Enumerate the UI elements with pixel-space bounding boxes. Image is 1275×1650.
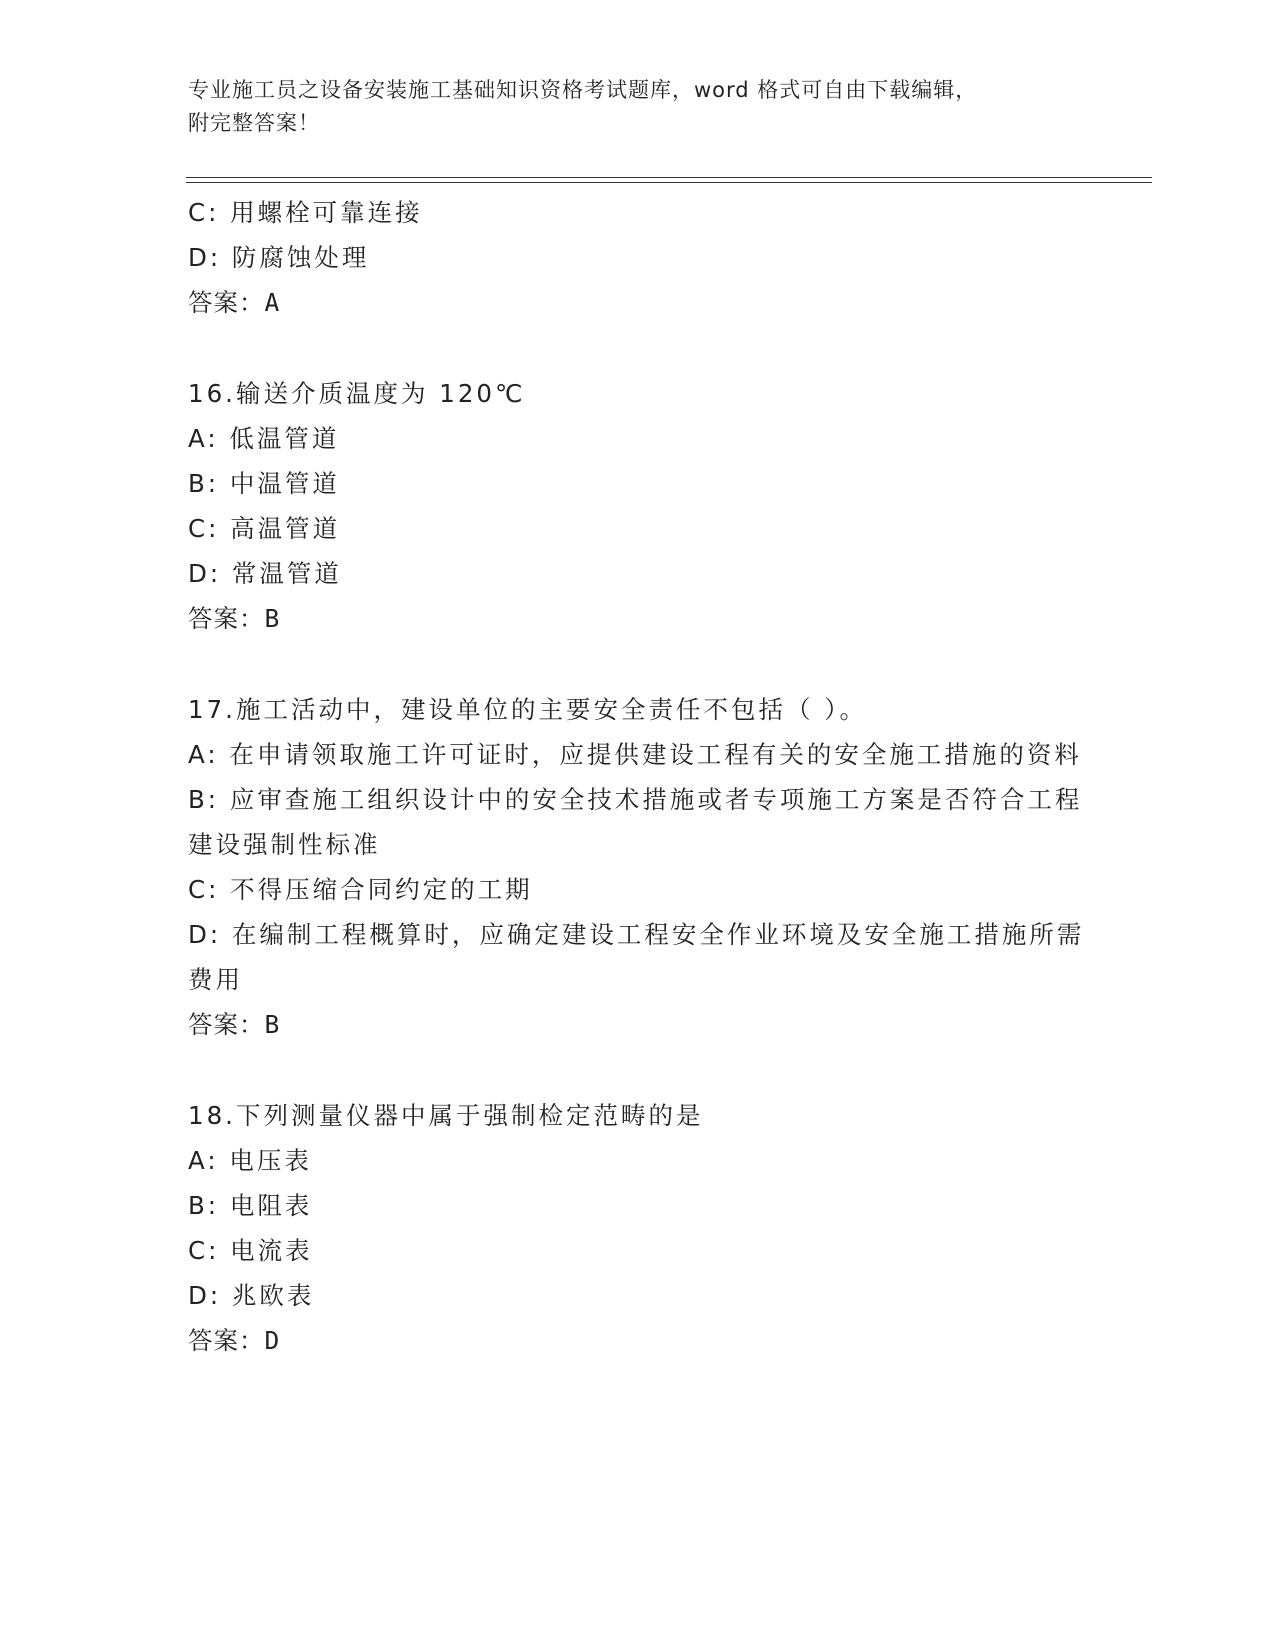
question-18: [188, 1093, 1088, 1363]
question-stem: 16.输送介质温度为 120℃: [188, 379, 526, 408]
answer-line: [188, 280, 1088, 325]
header-rule-top: [186, 177, 1152, 178]
question-stem: 17.施工活动中，建设单位的主要安全责任不包括（ ）。: [188, 695, 867, 724]
question-16: [188, 371, 1088, 641]
header-line-1: 专业施工员之设备安装施工基础知识资格考试题库，word 格式可自由下载编辑，: [188, 78, 978, 102]
question-15-continuation: [188, 190, 1088, 325]
document-header: [188, 74, 1088, 140]
option-a: A: 在申请领取施工许可证时，应提供建设工程有关的安全施工措施的资料: [188, 740, 1082, 769]
answer-label: 答案：: [188, 1326, 265, 1355]
option-c: C: 用螺栓可靠连接: [188, 198, 423, 227]
answer-value: A: [264, 288, 281, 317]
option-d: D: 在编制工程概算时，应确定建设工程安全作业环境及安全施工措施所需费用: [188, 920, 1085, 994]
option-d: D: 兆欧表: [188, 1281, 315, 1310]
answer-line: [188, 1318, 1088, 1363]
option-c: C: 电流表: [188, 1236, 313, 1265]
option-b: B: 中温管道: [188, 469, 340, 498]
answer-line: [188, 596, 1088, 641]
header-rule-bottom: [186, 182, 1152, 183]
option-c: C: 高温管道: [188, 514, 341, 543]
question-stem: 18.下列测量仪器中属于强制检定范畴的是: [188, 1101, 704, 1130]
question-17: [188, 687, 1088, 1047]
option-d: D: 防腐蚀处理: [188, 243, 370, 272]
answer-value: B: [264, 1010, 281, 1039]
option-d: D: 常温管道: [188, 559, 342, 588]
option-b: B: 应审查施工组织设计中的安全技术措施或者专项施工方案是否符合工程建设强制性标准: [188, 785, 1083, 859]
option-a: A: 电压表: [188, 1146, 312, 1175]
option-c: C: 不得压缩合同约定的工期: [188, 875, 533, 904]
answer-label: 答案：: [188, 288, 265, 317]
answer-value: B: [264, 604, 281, 633]
question-list: [188, 190, 1088, 1363]
header-line-2: 附完整答案！: [188, 111, 320, 135]
answer-label: 答案：: [188, 604, 265, 633]
option-b: B: 电阻表: [188, 1191, 313, 1220]
answer-label: 答案：: [188, 1010, 265, 1039]
option-a: A: 低温管道: [188, 424, 340, 453]
answer-value: D: [264, 1326, 281, 1355]
answer-line: [188, 1002, 1088, 1047]
